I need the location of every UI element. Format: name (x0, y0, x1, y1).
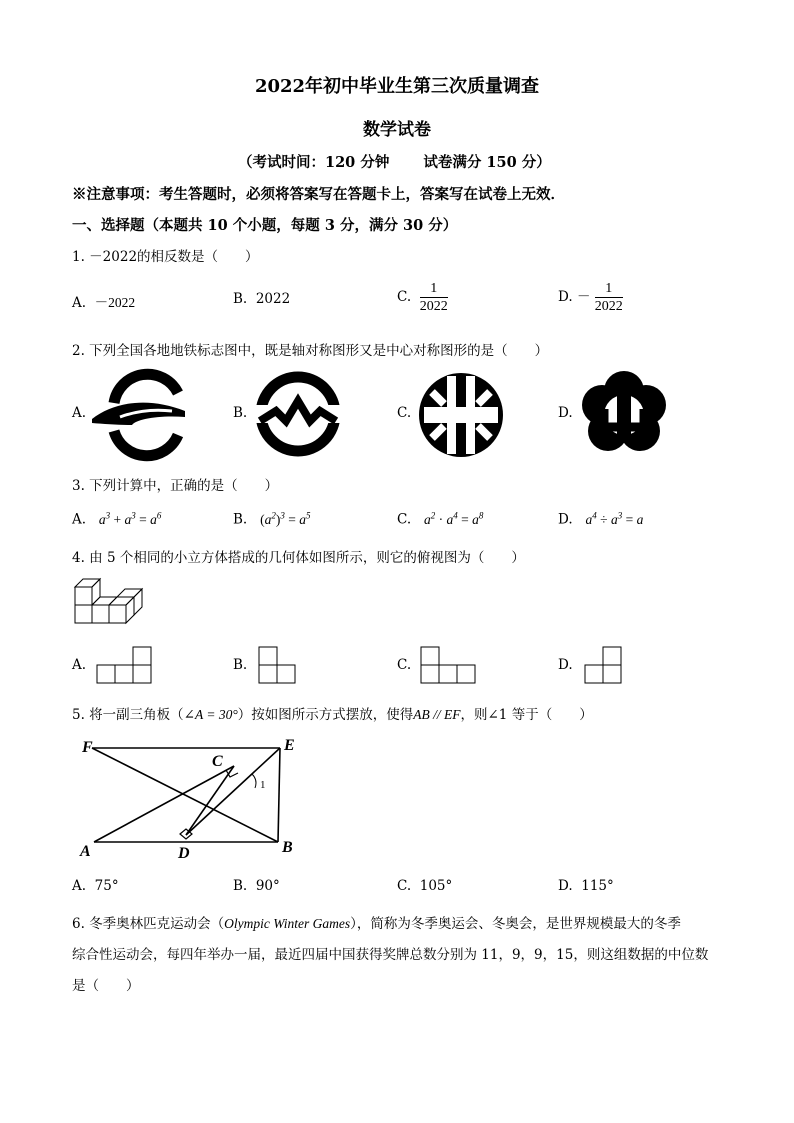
question-6-line-1: 6. 冬季奥林匹克运动会（Olympic Winter Games），简称为冬季奥运会、冬奥会，是世界规模最大的冬季 (72, 916, 681, 932)
page-subtitle: 数学试卷 (363, 120, 431, 140)
q2-label-d: D. (558, 405, 573, 421)
q4-label-a: A. (72, 657, 87, 673)
page-title: 2022年初中毕业生第三次质量调查 (254, 76, 540, 97)
fraction: $\frac{1}{2022}$ (419, 281, 448, 314)
label-a: A (80, 843, 91, 860)
q2-label-c: C. (397, 405, 412, 421)
notice: ※注意事项：考生答题时，必须将答案写在答题卡上，答案写在试卷上无效． (72, 186, 565, 203)
q5-option-d: D. 115° (558, 878, 614, 894)
q1-option-a: A. －2022 (72, 295, 136, 311)
q3-option-a: A. $a^3 + a^3 = a^6$ (72, 510, 162, 528)
question-6-line-3: 是（ ） (72, 978, 140, 994)
question-5-stem: 5. 将一副三角板（∠A = 30°）按如图所示方式摆放，使得AB // EF，则∠1 等于（ ） (72, 707, 593, 723)
q1-option-d: D. － $\frac{1}{2022}$ (558, 281, 623, 314)
subway-logo-d-icon (578, 369, 670, 459)
q5-option-a: A. 75° (72, 878, 119, 894)
q3-option-d: D. $a^4 \div a^3 = a$ (558, 510, 644, 528)
question-4-stem: 4. 由 5 个相同的小立方体搭成的几何体如图所示，则它的俯视图为（ ） (72, 550, 525, 566)
question-2-stem: 2. 下列全国各地地铁标志图中，既是轴对称图形又是中心对称图形的是（ ） (72, 343, 549, 359)
top-view-c-figure (420, 646, 480, 684)
q3-option-b: B. $(a^2)^3 = a^5$ (233, 510, 311, 528)
question-3-stem: 3. 下列计算中，正确的是（ ） (72, 478, 279, 494)
label-d: D (178, 845, 190, 862)
triangle-figure (80, 736, 300, 860)
exam-info: （考试时间：120 分钟 试卷满分 150 分） (238, 154, 551, 171)
label-f: F (82, 739, 93, 756)
subway-logo-a-icon (90, 371, 186, 457)
question-6-line-2: 综合性运动会，每四年举办一届，最近四届中国获得奖牌总数分别为 11，9，9，15，则这组数据的中位数 (72, 947, 709, 963)
fraction: $\frac{1}{2022}$ (594, 281, 623, 314)
cube-solid-figure (74, 577, 148, 627)
section-heading: 一、选择题（本题共 10 个小题，每题 3 分，满分 30 分） (72, 217, 458, 234)
q2-label-a: A. (72, 405, 87, 421)
subway-logo-b-icon (254, 371, 342, 457)
top-view-a-figure (96, 646, 156, 684)
q1-option-b: B. 2022 (233, 291, 291, 307)
top-view-b-figure (258, 646, 298, 684)
q4-label-d: D. (558, 657, 573, 673)
label-angle-1: 1 (260, 779, 266, 791)
q3-option-c: C. $a^2 \cdot a^4 = a^8$ (397, 510, 484, 528)
q5-option-c: C. 105° (397, 878, 453, 894)
q4-label-b: B. (233, 657, 248, 673)
q5-option-b: B. 90° (233, 878, 280, 894)
label-c: C (212, 753, 223, 770)
q1-option-c: C. $\frac{1}{2022}$ (397, 281, 448, 314)
label-b: B (282, 839, 293, 856)
label-e: E (284, 737, 295, 754)
subway-logo-c-icon (416, 372, 506, 458)
top-view-d-figure (584, 646, 624, 684)
question-1-stem: 1. －2022的相反数是（ ） (72, 249, 259, 265)
q2-label-b: B. (233, 405, 248, 421)
q4-label-c: C. (397, 657, 412, 673)
